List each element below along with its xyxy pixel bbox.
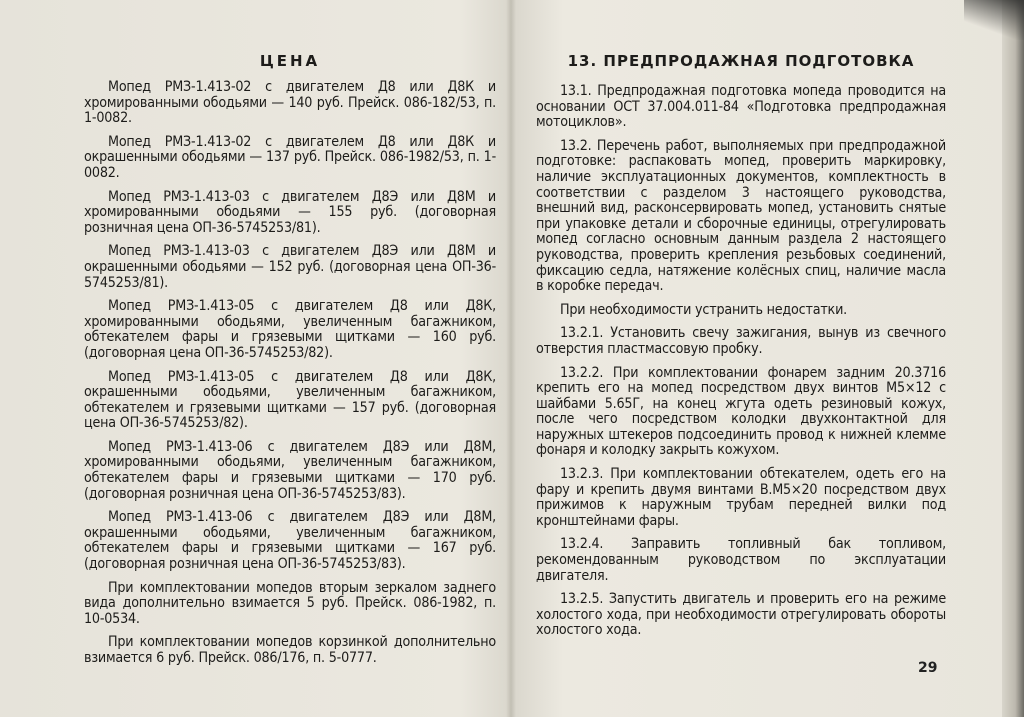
section-body <box>536 84 946 647</box>
section-paragraph: 13.2. Перечень работ, выполняемых при предпродажной подготовке: распаковать мопед, проверить маркировку, наличие эксплуатационных документов, комплектность в соответствии с разделом 3 настоящего руководства, внешний вид, расконсервировать мопед, установить снятые при упаковке детали и сборочные единицы, отрегулировать мопед согласно основным данным раздела 2 настоящего руководства, проверить крепления резьбовых соединений, фиксацию седла, натяжение колёсных спиц, наличие масла в коробке передач. <box>536 137 946 295</box>
price-paragraph: Мопед РМЗ-1.413-03 с двигателем Д8Э или Д8М и окрашенными ободьями — 152 руб. (договорная цена ОП-36-5745253/81). <box>84 243 496 291</box>
book-fold <box>506 0 516 717</box>
section-heading: 13. ПРЕДПРОДАЖНАЯ ПОДГОТОВКА <box>567 52 915 70</box>
section-paragraph: 13.2.2. При комплектовании фонарем задним 20.3716 крепить его на мопед посредством двух винтов М5×12 с шайбами 5.65Г, на конец жгута одеть резиновый кожух, после чего посредством колодки двухконтактной для наружных штекеров подсоединить провод к нижней клемме фонаря и колодку закрыть кожухом. <box>536 364 946 459</box>
price-heading: ЦЕНА <box>259 52 321 70</box>
section-paragraph: 13.2.3. При комплектовании обтекателем, одеть его на фару и крепить двумя винтами В.М5×20 посредством двух прижимов к наружным трубам передней вилки под кронштейнами фары. <box>536 466 946 529</box>
page-edge <box>1002 0 1024 717</box>
section-paragraph: 13.2.4. Заправить топливный бак топливом, рекомендованным руководством по эксплуатации двигателя. <box>536 536 946 584</box>
price-paragraph: Мопед РМЗ-1.413-05 с двигателем Д8 или Д8К, окрашенными ободьями, увеличенным багажником, обтекателем и грязевыми щитками — 157 руб. (договорная цена ОП-36-5745253/82). <box>84 368 496 432</box>
price-paragraph: При комплектовании мопедов корзинкой дополнительно взимается 6 руб. Прейск. 086/176, п. 5-0777. <box>84 634 496 666</box>
page-number: 29 <box>918 660 938 676</box>
price-paragraph: Мопед РМЗ-1.413-02 с двигателем Д8 или Д8К и хромированными ободьями — 140 руб. Прейск. 086-182/53, п. 1-0082. <box>84 79 496 127</box>
price-paragraph: Мопед РМЗ-1.413-06 с двигателем Д8Э или Д8М, окрашенными ободьями, увеличенным багажником, обтекателем фары и грязевыми щитками — 167 руб. (договорная розничная цена ОП-36-5745253/83). <box>84 509 496 573</box>
price-list <box>84 80 496 675</box>
corner-shadow <box>964 0 1024 40</box>
section-paragraph: 13.2.1. Установить свечу зажигания, вынув из свечного отверстия пластмассовую пробку. <box>536 325 946 357</box>
price-paragraph: Мопед РМЗ-1.413-02 с двигателем Д8 или Д8К и окрашенными ободьями — 137 руб. Прейск. 086-1982/53, п. 1-0082. <box>84 133 496 181</box>
price-paragraph: Мопед РМЗ-1.413-05 с двигателем Д8 или Д8К, хромированными ободьями, увеличенным багажником, обтекателем фары и грязевыми щитками — 160 руб. (договорная цена ОП-36-5745253/82). <box>84 298 496 361</box>
price-paragraph: Мопед РМЗ-1.413-03 с двигателем Д8Э или Д8М и хромированными ободьями — 155 руб. (договорная розничная цена ОП-36-5745253/81). <box>84 188 496 236</box>
price-paragraph: Мопед РМЗ-1.413-06 с двигателем Д8Э или Д8М, хромированными ободьями, увеличенным багажником, обтекателем фары и грязевыми щитками — 170 руб. (договорная розничная цена ОП-36-5745253/83). <box>84 438 496 502</box>
section-paragraph: 13.2.5. Запустить двигатель и проверить его на режиме холостого хода, при необходимости отрегулировать обороты холостого хода. <box>536 591 946 639</box>
section-paragraph: При необходимости устранить недостатки. <box>560 301 848 318</box>
price-paragraph: При комплектовании мопедов вторым зеркалом заднего вида дополнительно взимается 5 руб. Прейск. 086-1982, п. 10-0534. <box>84 579 496 627</box>
section-paragraph: 13.1. Предпродажная подготовка мопеда проводится на основании ОСТ 37.004.011-84 «Подготовка предпродажная мотоциклов». <box>536 83 946 131</box>
